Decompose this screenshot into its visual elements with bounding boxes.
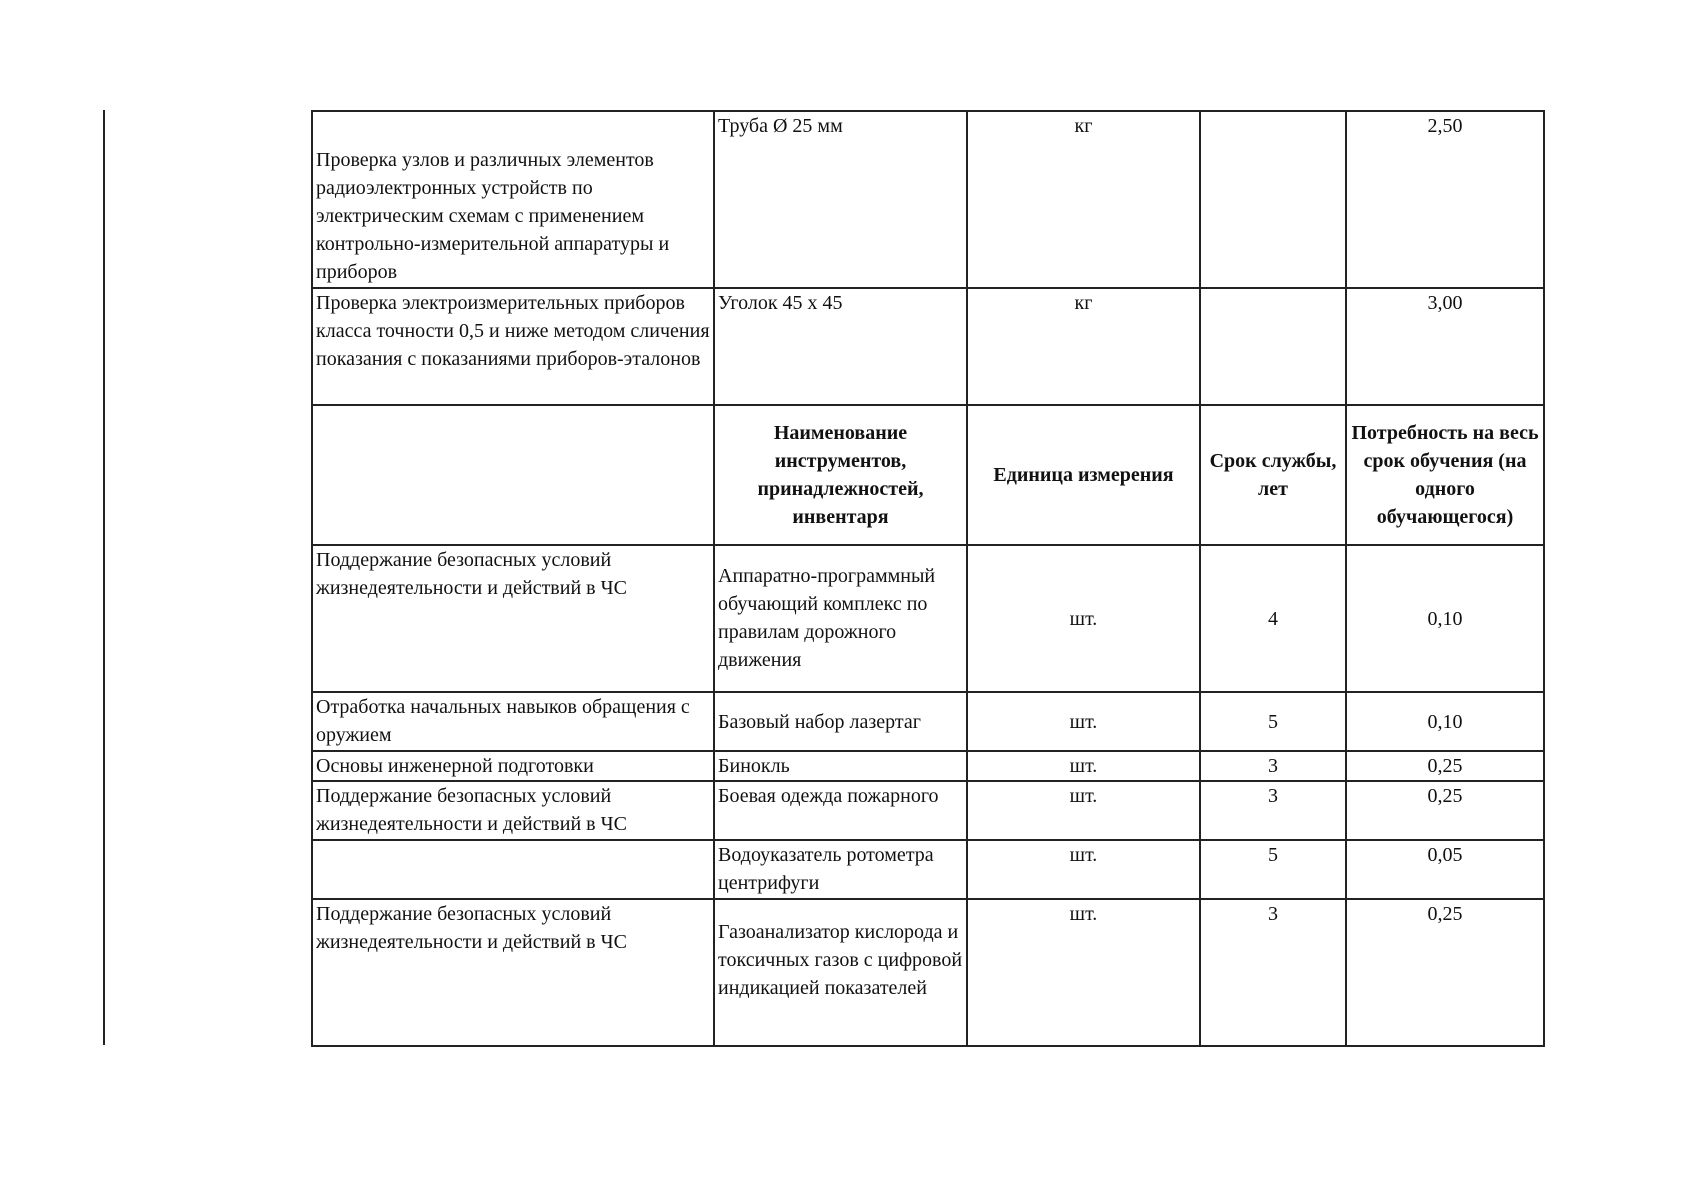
service-life-cell <box>1200 111 1346 288</box>
header-unit: Единица измерения <box>967 405 1200 545</box>
table-row <box>312 545 1544 692</box>
need-cell: 0,25 <box>1346 751 1544 781</box>
header-item: Наименование инструментов, принадлежностей, инвентаря <box>714 405 967 545</box>
table-row <box>312 899 1544 1046</box>
unit-cell: шт. <box>967 545 1200 692</box>
item-cell: Водоуказатель ротометра центрифуги <box>714 840 967 899</box>
item-cell: Уголок 45 х 45 <box>714 288 967 405</box>
need-cell: 0,25 <box>1346 781 1544 840</box>
unit-cell: шт. <box>967 899 1200 1046</box>
activity-cell: Поддержание безопасных условий жизнедеятельности и действий в ЧС <box>312 899 714 1046</box>
page-margin-line <box>103 110 105 1045</box>
item-cell: Базовый набор лазертаг <box>714 692 967 751</box>
table-row <box>312 781 1544 840</box>
service-life-cell <box>1200 288 1346 405</box>
item-cell: Газоанализатор кислорода и токсичных газов с цифровой индикацией показателей <box>714 899 967 1046</box>
activity-cell: Поддержание безопасных условий жизнедеятельности и действий в ЧС <box>312 781 714 840</box>
table-row <box>312 751 1544 781</box>
item-cell: Аппаратно-программный обучающий комплекс по правилам дорожного движения <box>714 545 967 692</box>
need-cell: 2,50 <box>1346 111 1544 288</box>
item-cell: Бинокль <box>714 751 967 781</box>
unit-cell: шт. <box>967 840 1200 899</box>
service-life-cell: 3 <box>1200 751 1346 781</box>
activity-cell: Проверка электроизмерительных приборов класса точности 0,5 и ниже методом сличения показания с показаниями приборов-эталонов <box>312 288 714 405</box>
table-row <box>312 288 1544 405</box>
service-life-cell: 5 <box>1200 692 1346 751</box>
unit-cell: шт. <box>967 692 1200 751</box>
service-life-cell: 5 <box>1200 840 1346 899</box>
table-row <box>312 692 1544 751</box>
need-cell: 0,25 <box>1346 899 1544 1046</box>
item-cell: Труба Ø 25 мм <box>714 111 967 288</box>
unit-cell: шт. <box>967 781 1200 840</box>
header-service-life: Срок службы, лет <box>1200 405 1346 545</box>
service-life-cell: 4 <box>1200 545 1346 692</box>
activity-cell: Основы инженерной подготовки <box>312 751 714 781</box>
header-activity <box>312 405 714 545</box>
service-life-cell: 3 <box>1200 899 1346 1046</box>
unit-cell: кг <box>967 111 1200 288</box>
unit-cell: кг <box>967 288 1200 405</box>
need-cell: 0,10 <box>1346 692 1544 751</box>
service-life-cell: 3 <box>1200 781 1346 840</box>
equipment-table <box>311 110 1545 1047</box>
table-row <box>312 111 1544 288</box>
activity-cell: Поддержание безопасных условий жизнедеятельности и действий в ЧС <box>312 545 714 692</box>
need-cell: 0,05 <box>1346 840 1544 899</box>
activity-cell: Проверка узлов и различных элементов радиоэлектронных устройств по электрическим схемам с применением контрольно-измерительной аппаратуры и приборов <box>312 111 714 288</box>
activity-cell: Отработка начальных навыков обращения с оружием <box>312 692 714 751</box>
need-cell: 0,10 <box>1346 545 1544 692</box>
unit-cell: шт. <box>967 751 1200 781</box>
table-row <box>312 840 1544 899</box>
activity-cell <box>312 840 714 899</box>
table-header-row <box>312 405 1544 545</box>
item-cell: Боевая одежда пожарного <box>714 781 967 840</box>
header-need: Потребность на весь срок обучения (на одного обучающегося) <box>1346 405 1544 545</box>
need-cell: 3,00 <box>1346 288 1544 405</box>
